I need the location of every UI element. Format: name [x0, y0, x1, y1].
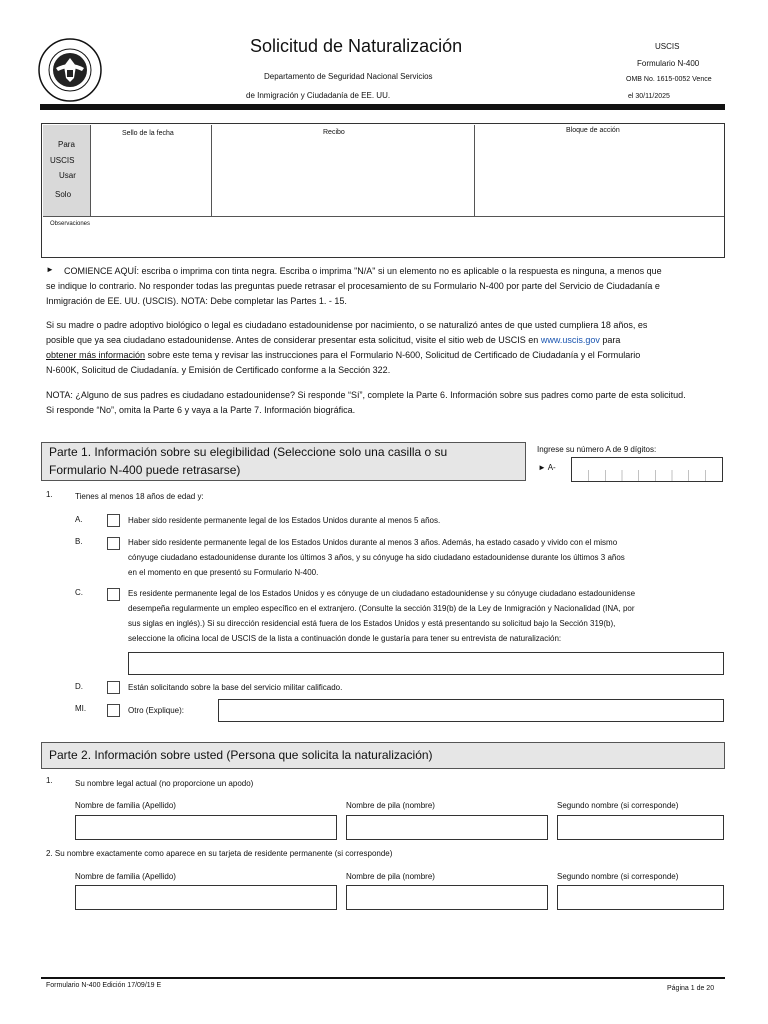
omb-number: OMB No. 1615-0052 Vence [626, 76, 712, 83]
office-use-box [41, 123, 725, 258]
family-name-input[interactable] [75, 815, 337, 840]
option-d-text: Están solicitando sobre la base del servicio militar calificado. [128, 683, 343, 692]
option-c-line3: sus siglas en inglés).) Si su dirección residencial está fuera de los Estados Unidos y está presentando su solicitud bajo la Sección 319(b), [128, 619, 616, 628]
intro-p1-line3: Inmigración de EE. UU. (USCIS). NOTA: Debe completar las Partes 1. - 15. [46, 296, 347, 306]
given-name-label-2: Nombre de pila (nombre) [346, 872, 435, 881]
option-c-checkbox[interactable] [107, 588, 120, 601]
form-number: Formulario N-400 [637, 59, 700, 68]
option-b-checkbox[interactable] [107, 537, 120, 550]
uscis-office-select[interactable] [128, 652, 724, 675]
option-a-checkbox[interactable] [107, 514, 120, 527]
other-explain-input[interactable] [218, 699, 724, 722]
option-a-label: A. [75, 515, 83, 524]
part1-q1-number: 1. [46, 490, 53, 499]
option-c-line4: seleccione la oficina local de USCIS de la lista a continuación donde le gustaría para tener su entrevista de naturalización: [128, 634, 562, 643]
remarks-label: Observaciones [50, 221, 91, 227]
part1-q1-text: Tienes al menos 18 años de edad y: [75, 492, 204, 501]
given-name-input[interactable] [346, 815, 548, 840]
intro-p1-line1: COMIENCE AQUÍ: escriba o imprima con tinta negra. Escriba o imprima "N/A" si un elemento no es aplicable o la respuesta es ninguna, a menos que [64, 266, 662, 276]
uscis-label: USCIS [50, 156, 75, 165]
option-c-line2: desempeña regularmente un empleo específico en el extranjero. (Consulte la sección 319(b) de la Ley de Inmigración y Nacionalidad (INA, por [128, 604, 635, 613]
receipt-label: Recibo [323, 129, 345, 136]
action-block-label: Bloque de acción [566, 127, 620, 134]
part1-title-line2: Formulario N-400 puede retrasarse) [49, 463, 241, 477]
divider-h [43, 216, 724, 217]
dept-line-1: Departamento de Seguridad Nacional Servicios [264, 72, 433, 81]
intro-p3-line2: Si responde “No”, omita la Parte 6 y vaya a la Parte 7. Información biográfica. [46, 405, 356, 415]
para-label: Para [58, 140, 75, 149]
family-name-label: Nombre de familia (Apellido) [75, 801, 176, 810]
option-c-line1: Es residente permanente legal de los Estados Unidos y es cónyuge de un ciudadano estadounidense y su cónyuge ciudadano estadounidense [128, 589, 636, 598]
option-d-label: D. [75, 682, 83, 691]
page-number: Página 1 de 20 [667, 985, 715, 992]
card-family-name-input[interactable] [75, 885, 337, 910]
dhs-seal [38, 38, 102, 102]
divider-v1 [211, 125, 212, 216]
middle-name-input[interactable] [557, 815, 724, 840]
intro-p2-line4: N-600K, Solicitud de Ciudadanía. y Emisión de Certificado conforme a la Sección 322. [46, 365, 391, 375]
option-b-label: B. [75, 537, 83, 546]
solo-label: Solo [55, 190, 72, 199]
intro-p2-line1: Si su madre o padre adoptivo biológico o legal es ciudadano estadounidense por nacimiento, o se naturalizó antes de que usted cumpliera 18 años, es [46, 320, 648, 330]
intro-p2-line3 [46, 348, 640, 363]
a-number-label: Ingrese su número A de 9 dígitos: [537, 445, 657, 454]
date-stamp-label: Sello de la fecha [122, 130, 174, 137]
intro-p2-line2-text: posible que ya sea ciudadano estadounidense. Antes de considerar presentar esta solicitud, visite el sitio web de USCIS en [46, 335, 539, 345]
part2-q1-number: 1. [46, 776, 53, 785]
part2-title: Parte 2. Información sobre usted (Persona que solicita la naturalización) [49, 748, 433, 762]
agency-name: USCIS [655, 42, 680, 51]
intro-p2-line3-text: sobre este tema y revisar las instrucciones para el Formulario N-600, Solicitud de Certificado de Ciudadanía y el Formulario [147, 350, 641, 360]
more-info-link[interactable]: obtener más información [46, 350, 146, 360]
given-name-label: Nombre de pila (nombre) [346, 801, 435, 810]
part1-title-line1: Parte 1. Información sobre su elegibilidad (Seleccione solo una casilla o su [49, 445, 448, 459]
option-e-label: MI. [75, 704, 87, 713]
option-c-label: C. [75, 588, 83, 597]
uscis-website-link[interactable]: www.uscis.gov [540, 335, 600, 345]
option-b-line3: en el momento en que presentó su Formulario N-400. [128, 568, 319, 577]
footer-rule [41, 977, 725, 979]
intro-p1-line2: se indique lo contrario. No responder todas las preguntas puede retrasar el procesamiento de su Formulario N-400 por parte del Servicio de Ciudadanía e [46, 281, 660, 291]
option-e-text: Otro (Explique): [128, 706, 185, 715]
part2-q1-text: Su nombre legal actual (no proporcione un apodo) [75, 779, 254, 788]
option-a-text: Haber sido residente permanente legal de los Estados Unidos durante al menos 5 años. [128, 516, 441, 525]
intro-p2-line2-tail: para [602, 335, 621, 345]
expiration-date: el 30/11/2025 [628, 93, 670, 100]
family-name-label-2: Nombre de familia (Apellido) [75, 872, 176, 881]
option-d-checkbox[interactable] [107, 681, 120, 694]
usar-label: Usar [59, 171, 76, 180]
a-number-prefix: ► A- [538, 463, 556, 472]
part2-q2-text: 2. Su nombre exactamente como aparece en su tarjeta de residente permanente (si corresponde) [46, 849, 393, 858]
form-edition: Formulario N-400 Edición 17/09/19 E [46, 982, 162, 989]
dept-line-2: de Inmigración y Ciudadanía de EE. UU. [246, 91, 391, 100]
middle-name-label-2: Segundo nombre (si corresponde) [557, 872, 679, 881]
divider-v2 [474, 125, 475, 216]
header-rule [40, 104, 725, 110]
option-b-line2: cónyuge ciudadano estadounidense durante los últimos 3 años, y su cónyuge ha sido ciudadano estadounidense durante los últimos 3 años [128, 553, 625, 562]
intro-p3-line1: NOTA: ¿Alguno de sus padres es ciudadano estadounidense? Si responde “Sí”, complete la Parte 6. Información sobre sus padres como parte de esta solicitud. [46, 390, 686, 400]
option-e-checkbox[interactable] [107, 704, 120, 717]
intro-p2-line2 [46, 333, 620, 348]
a-number-input[interactable] [571, 457, 723, 482]
card-middle-name-input[interactable] [557, 885, 724, 910]
card-given-name-input[interactable] [346, 885, 548, 910]
option-b-line1: Haber sido residente permanente legal de los Estados Unidos durante al menos 3 años. Además, ha estado casado y vivido con el mismo [128, 538, 618, 547]
start-here-arrow: ► [46, 265, 54, 274]
page-title: Solicitud de Naturalización [250, 36, 463, 56]
middle-name-label: Segundo nombre (si corresponde) [557, 801, 679, 810]
